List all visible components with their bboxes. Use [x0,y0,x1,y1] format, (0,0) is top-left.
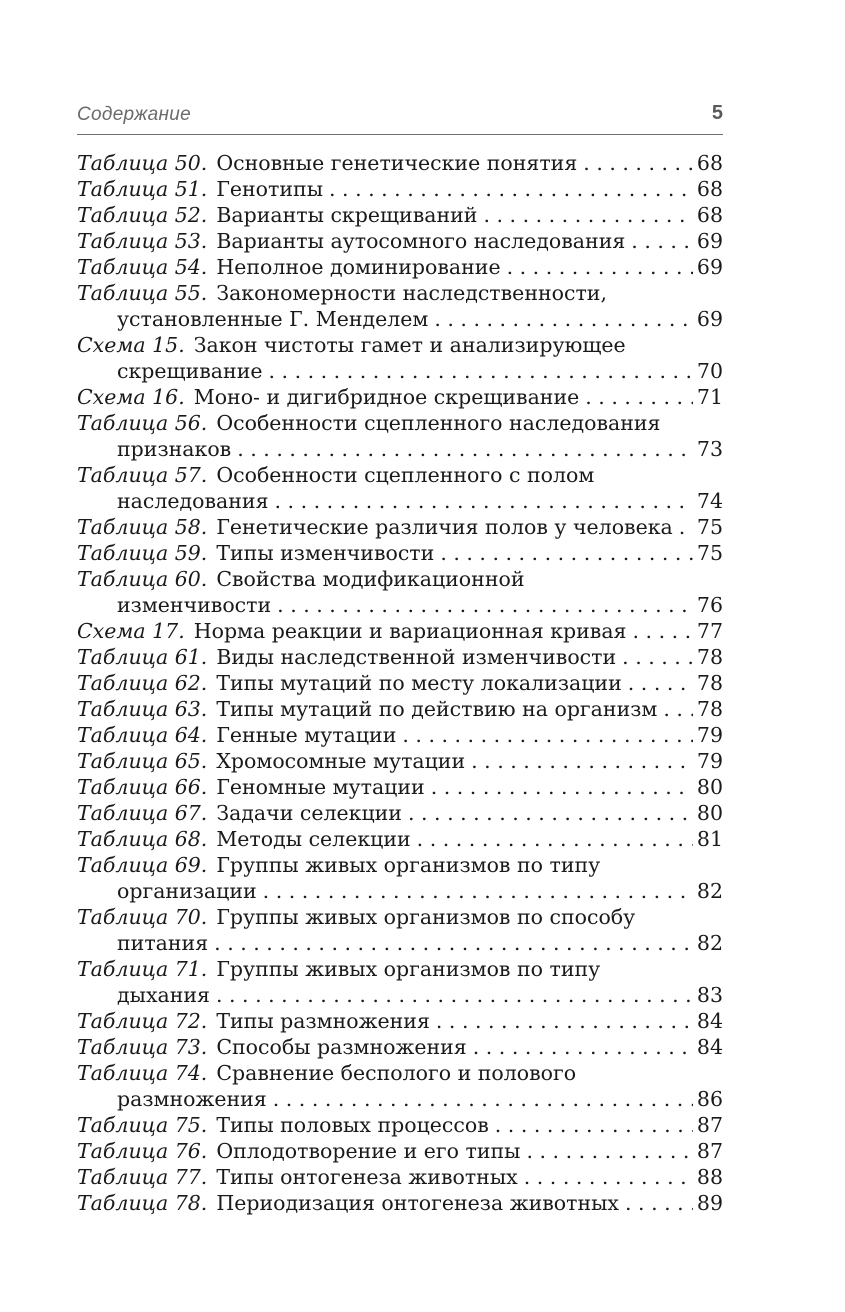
toc-entry-title: Особенности сцепленного с полом [216,463,595,487]
toc-entry[interactable] [77,1060,723,1112]
toc-entry[interactable] [77,956,723,1008]
toc-entry-first-line [77,748,723,774]
page-number: 5 [711,102,723,124]
toc-entry[interactable] [77,384,723,410]
toc-entry[interactable] [77,722,723,748]
toc-entry-title: дыхания [117,983,210,1007]
toc-entry-title: Виды наследственной изменчивости [216,645,617,669]
toc-entry-continuation-line [77,1086,723,1112]
toc-entry-title: Особенности сцепленного наследования [216,411,661,435]
toc-entry-title: Группы живых организмов по типу [216,853,601,877]
toc-entry-first-line [77,722,723,748]
toc-entry-label: Таблица 78. [77,1191,208,1215]
toc-entry-first-line [77,176,723,202]
running-header [77,100,723,135]
dot-leader [628,670,693,696]
dot-leader [216,982,693,1008]
dot-leader [473,1034,693,1060]
toc-entry[interactable] [77,202,723,228]
toc-entry-first-line [77,774,723,800]
toc-entry-first-line [77,1112,723,1138]
toc-entry-label: Таблица 68. [77,827,208,851]
toc-entry-title: признаков [117,437,232,461]
dot-leader [625,1190,693,1216]
toc-entry-label: Таблица 66. [77,775,208,799]
dot-leader [679,514,693,540]
toc-entry-page: 84 [696,1035,723,1059]
toc-entry-page: 68 [696,203,723,227]
dot-leader [633,618,693,644]
toc-entry[interactable] [77,644,723,670]
toc-entry-title: размножения [117,1087,267,1111]
toc-entry[interactable] [77,410,723,462]
toc-entry-title: Свойства модификационной [216,567,525,591]
toc-entry-title: Основные генетические понятия [216,151,578,175]
toc-entry-page: 68 [696,151,723,175]
toc-entry-label: Схема 16. [77,385,185,409]
toc-entry-label: Таблица 64. [77,723,208,747]
toc-entry[interactable] [77,852,723,904]
toc-entry-first-line [77,202,723,228]
toc-entry-label: Таблица 56. [77,411,208,435]
toc-entry-label: Таблица 72. [77,1009,208,1033]
toc-entry[interactable] [77,826,723,852]
toc-entry-label: Таблица 62. [77,671,208,695]
dot-leader [329,176,693,202]
toc-entry-continuation-line [77,358,723,384]
toc-entry-label: Таблица 77. [77,1165,208,1189]
toc-entry-page: 88 [696,1165,723,1189]
toc-entry-label: Таблица 73. [77,1035,208,1059]
toc-entry-title: скрещивание [117,359,263,383]
toc-entry-title: установленные Г. Менделем [117,307,429,331]
toc-entry[interactable] [77,332,723,384]
toc-entry-label: Таблица 57. [77,463,208,487]
toc-entry-page: 75 [696,541,723,565]
toc-entry-title: Геномные мутации [216,775,425,799]
toc-entry-label: Таблица 60. [77,567,208,591]
toc-entry-first-line [77,150,723,176]
toc-entry-continuation-line [77,488,723,514]
dot-leader [631,228,693,254]
toc-entry-label: Таблица 69. [77,853,208,877]
toc-entry[interactable] [77,774,723,800]
toc-entry-page: 78 [696,697,723,721]
toc-entry-page: 82 [696,879,723,903]
toc-entry-label: Схема 17. [77,619,185,643]
dot-leader [495,1112,693,1138]
toc-entry-page: 69 [696,229,723,253]
toc-entry-title: Варианты скрещиваний [216,203,478,227]
dot-leader [263,878,693,904]
toc-entry-page: 77 [696,619,723,643]
dot-leader [408,800,693,826]
toc-entry-title: Типы мутаций по действию на организм [216,697,658,721]
dot-leader [237,436,693,462]
toc-entry-title: Оплодотворение и его типы [216,1139,521,1163]
toc-entry-first-line [77,332,723,358]
toc-entry-page: 71 [696,385,723,409]
toc-entry-continuation-line [77,930,723,956]
toc-entry-page: 87 [696,1139,723,1163]
toc-entry-page: 68 [696,177,723,201]
toc-entry-label: Таблица 65. [77,749,208,773]
toc-entry-title: Задачи селекции [216,801,402,825]
toc-entry-first-line [77,696,723,722]
toc-entry-page: 79 [696,723,723,747]
toc-entry-label: Таблица 71. [77,957,208,981]
toc-entry-title: Группы живых организмов по способу [216,905,636,929]
toc-entry-title: Моно- и дигибридное скрещивание [193,385,580,409]
toc-entry-title: Сравнение бесполого и полового [216,1061,577,1085]
toc-entry-label: Таблица 52. [77,203,208,227]
dot-leader [275,488,693,514]
dot-leader [402,722,693,748]
dot-leader [524,1164,693,1190]
toc-entry-label: Таблица 58. [77,515,208,539]
toc-entry-label: Таблица 75. [77,1113,208,1137]
toc-entry-title: Закономерности наследственности, [216,281,607,305]
toc-entry-page: 89 [696,1191,723,1215]
toc-entry-title: Типы изменчивости [216,541,435,565]
dot-leader [214,930,693,956]
toc-entry-continuation-line [77,592,723,618]
toc-entry-first-line [77,566,723,592]
toc-entry[interactable] [77,1034,723,1060]
toc-entry-title: изменчивости [117,593,272,617]
toc-entry-first-line [77,462,723,488]
toc-entry-first-line [77,1138,723,1164]
toc-entry-first-line [77,228,723,254]
toc-entry-first-line [77,852,723,878]
toc-entry-page: 69 [696,307,723,331]
toc-entry-title: Типы мутаций по месту локализации [216,671,622,695]
toc-entry-page: 76 [696,593,723,617]
toc-entry-first-line [77,800,723,826]
toc-entry[interactable] [77,1164,723,1190]
toc-entry-first-line [77,826,723,852]
dot-leader [585,384,693,410]
toc-entry-title: Типы размножения [216,1009,430,1033]
toc-entry-title: Генетические различия полов у человека [216,515,673,539]
toc-entry[interactable] [77,540,723,566]
dot-leader [431,774,693,800]
dot-leader [483,202,692,228]
toc-entry-first-line [77,1190,723,1216]
toc-entry-label: Таблица 53. [77,229,208,253]
toc-entry-label: Таблица 70. [77,905,208,929]
toc-entry-first-line [77,1060,723,1086]
toc-entry-page: 83 [696,983,723,1007]
toc-entry-page: 82 [696,931,723,955]
toc-entry[interactable] [77,462,723,514]
toc-entry-first-line [77,384,723,410]
dot-leader [277,592,693,618]
toc-entry-first-line [77,618,723,644]
toc-entry-continuation-line [77,436,723,462]
toc-entry-first-line [77,956,723,982]
toc-entry[interactable] [77,228,723,254]
dot-leader [663,696,693,722]
toc-entry-title: Периодизация онтогенеза животных [216,1191,619,1215]
toc-entry[interactable] [77,176,723,202]
toc-entry-label: Таблица 63. [77,697,208,721]
toc-entry[interactable] [77,748,723,774]
toc-entry-continuation-line [77,306,723,332]
dot-leader [440,540,693,566]
dot-leader [471,748,693,774]
toc-entry-title: Группы живых организмов по типу [216,957,601,981]
dot-leader [273,1086,693,1112]
toc-entry[interactable] [77,1008,723,1034]
toc-entry-label: Таблица 59. [77,541,208,565]
toc-entry[interactable] [77,254,723,280]
toc-entry[interactable] [77,1190,723,1216]
dot-leader [269,358,693,384]
toc-entry-page: 86 [696,1087,723,1111]
dot-leader [507,254,693,280]
toc-entry[interactable] [77,280,723,332]
toc-entry-page: 70 [696,359,723,383]
toc-entry-title: организации [117,879,257,903]
toc-entry-first-line [77,1008,723,1034]
toc-entry-label: Таблица 54. [77,255,208,279]
toc-entry-page: 78 [696,645,723,669]
dot-leader [434,306,693,332]
toc-entry-title: Генотипы [216,177,324,201]
dot-leader [622,644,693,670]
toc-entry-title: Закон чистоты гамет и анализирующее [193,333,626,357]
toc-entry-title: Способы размножения [216,1035,467,1059]
toc-entry[interactable] [77,1138,723,1164]
toc-entry-title: наследования [117,489,269,513]
toc-entry-page: 79 [696,749,723,773]
dot-leader [526,1138,692,1164]
toc-entry-first-line [77,904,723,930]
toc-entry[interactable] [77,904,723,956]
toc-entry-title: Методы селекции [216,827,411,851]
dot-leader [417,826,693,852]
toc-entry-title: Норма реакции и вариационная кривая [193,619,627,643]
dot-leader [583,150,693,176]
toc-entry[interactable] [77,670,723,696]
toc-entry-first-line [77,410,723,436]
toc-entry-title: Варианты аутосомного наследования [216,229,626,253]
toc-entry-page: 87 [696,1113,723,1137]
toc-entry-first-line [77,1034,723,1060]
toc-entry-first-line [77,514,723,540]
section-title: Содержание [77,104,191,125]
dot-leader [436,1008,693,1034]
toc-entry-page: 75 [696,515,723,539]
toc-entry-first-line [77,254,723,280]
toc-entry[interactable] [77,800,723,826]
toc-entry-first-line [77,1164,723,1190]
toc-entry-page: 69 [696,255,723,279]
toc-entry-label: Схема 15. [77,333,185,357]
toc-entry-label: Таблица 55. [77,281,208,305]
toc-entry-page: 81 [696,827,723,851]
toc-entry[interactable] [77,150,723,176]
toc-entry-page: 84 [696,1009,723,1033]
toc-entry-page: 78 [696,671,723,695]
toc-entry-page: 74 [696,489,723,513]
toc-entry-label: Таблица 51. [77,177,208,201]
toc-entry-label: Таблица 50. [77,151,208,175]
toc-entry-title: Хромосомные мутации [216,749,466,773]
toc-entry-page: 73 [696,437,723,461]
toc-entry-label: Таблица 61. [77,645,208,669]
toc-entry[interactable] [77,618,723,644]
toc-entry-label: Таблица 74. [77,1061,208,1085]
toc-entry-title: Неполное доминирование [216,255,501,279]
toc-entry-title: питания [117,931,209,955]
toc-entry-continuation-line [77,878,723,904]
toc-entry-first-line [77,670,723,696]
toc-entry[interactable] [77,1112,723,1138]
toc-entry-first-line [77,644,723,670]
toc-entry-label: Таблица 76. [77,1139,208,1163]
toc-entry-page: 80 [696,801,723,825]
toc-entry-first-line [77,280,723,306]
toc-entry[interactable] [77,696,723,722]
toc-entry-label: Таблица 67. [77,801,208,825]
toc-entry-title: Типы онтогенеза животных [216,1165,518,1189]
toc-entry-first-line [77,540,723,566]
toc-entry-title: Генные мутации [216,723,397,747]
toc-entry[interactable] [77,514,723,540]
toc-entry-title: Типы половых процессов [216,1113,489,1137]
toc-entry-page: 80 [696,775,723,799]
toc-entry-continuation-line [77,982,723,1008]
toc-entry[interactable] [77,566,723,618]
table-of-contents [77,150,723,1216]
